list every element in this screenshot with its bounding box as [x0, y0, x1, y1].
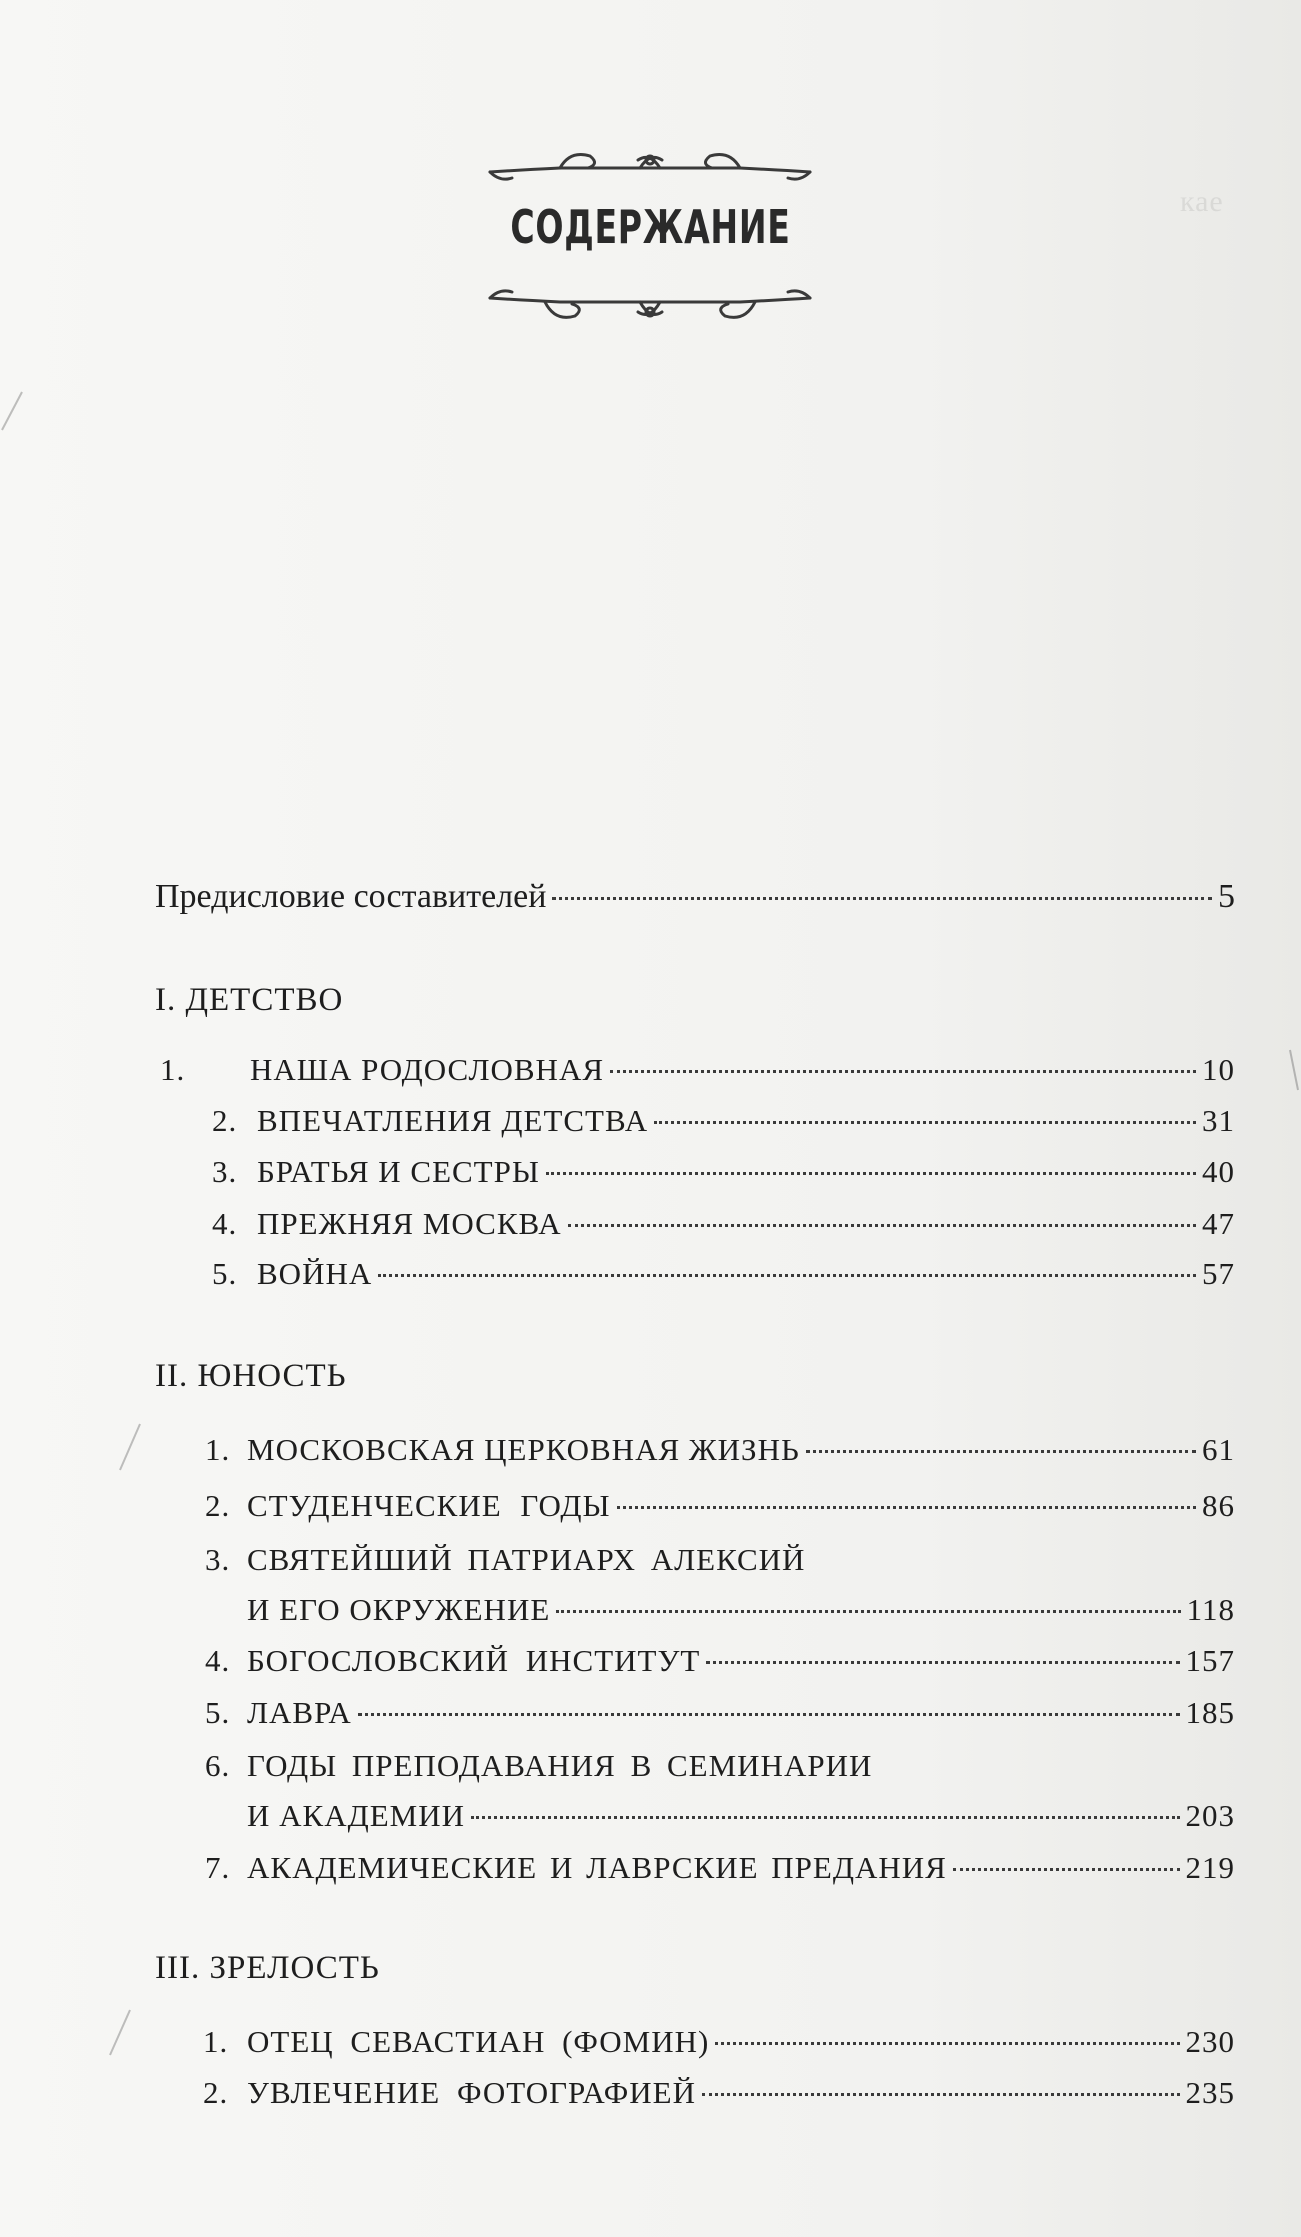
entry-number: 2.	[212, 1103, 238, 1138]
entry-title: ВОЙНА	[257, 1256, 373, 1291]
entry-number: 5.	[212, 1256, 238, 1291]
page-number: 61	[1202, 1432, 1235, 1467]
page-number: 86	[1202, 1488, 1235, 1523]
entry-title: БРАТЬЯ И СЕСТРЫ	[257, 1154, 540, 1189]
entry-title: НАША РОДОСЛОВНАЯ	[250, 1052, 605, 1087]
entry-number: 2.	[203, 2075, 229, 2110]
entry-number: 1.	[205, 1432, 231, 1467]
entry-number: 3.	[205, 1542, 231, 1577]
show-through-texture: кае	[1180, 185, 1224, 218]
entry-title: ЛАВРА	[247, 1695, 352, 1730]
entry-title: СВЯТЕЙШИЙ ПАТРИАРХ АЛЕКСИЙ	[247, 1542, 806, 1577]
entry-number: 2.	[205, 1488, 231, 1523]
page-number: 10	[1202, 1052, 1235, 1087]
entry-title-continuation: И АКАДЕМИИ	[247, 1798, 466, 1833]
page-number: 118	[1186, 1592, 1235, 1627]
page-number: 230	[1185, 2024, 1235, 2059]
entry-title: ПРЕЖНЯЯ МОСКВА	[257, 1206, 562, 1241]
entry-number: 3.	[212, 1154, 238, 1189]
entry-title: МОСКОВСКАЯ ЦЕРКОВНАЯ ЖИЗНЬ	[247, 1432, 800, 1467]
page-title: СОДЕРЖАНИЕ	[510, 200, 791, 254]
page-number: 235	[1185, 2075, 1235, 2110]
section-heading-3: III. ЗРЕЛОСТЬ	[155, 1950, 380, 1986]
entry-number: 6.	[205, 1748, 231, 1783]
page-number: 157	[1185, 1643, 1235, 1678]
section-heading-1: I. ДЕТСТВО	[155, 982, 344, 1018]
entry-title: ГОДЫ ПРЕПОДАВАНИЯ В СЕМИНАРИИ	[247, 1748, 873, 1783]
entry-title: АКАДЕМИЧЕСКИЕ И ЛАВРСКИЕ ПРЕДАНИЯ	[247, 1850, 947, 1885]
section-heading-2: II. ЮНОСТЬ	[155, 1358, 347, 1394]
entry-number: 4.	[212, 1206, 238, 1241]
entry-number: 1.	[160, 1052, 186, 1087]
entry-title: УВЛЕЧЕНИЕ ФОТОГРАФИЕЙ	[247, 2075, 696, 2110]
entry-title: ОТЕЦ СЕВАСТИАН (ФОМИН)	[247, 2024, 710, 2059]
page-number: 203	[1185, 1798, 1235, 1833]
entry-title: ВПЕЧАТЛЕНИЯ ДЕТСТВА	[257, 1103, 649, 1138]
page-number: 185	[1185, 1695, 1235, 1730]
page-number: 31	[1202, 1103, 1235, 1138]
entry-number: 7.	[205, 1850, 231, 1885]
page-number: 57	[1202, 1256, 1235, 1291]
page-number: 47	[1202, 1206, 1235, 1241]
entry-title: СТУДЕНЧЕСКИЕ ГОДЫ	[247, 1488, 611, 1523]
entry-title-continuation: И ЕГО ОКРУЖЕНИЕ	[247, 1592, 551, 1627]
entry-number: 5.	[205, 1695, 231, 1730]
entry-title: Предисловие составителей	[155, 878, 547, 915]
page-number: 40	[1202, 1154, 1235, 1189]
entry-number: 1.	[203, 2024, 229, 2059]
page-number: 219	[1185, 1850, 1235, 1885]
page-number: 5	[1218, 878, 1235, 915]
entry-title: БОГОСЛОВСКИЙ ИНСТИТУТ	[247, 1643, 701, 1678]
entry-number: 4.	[205, 1643, 231, 1678]
